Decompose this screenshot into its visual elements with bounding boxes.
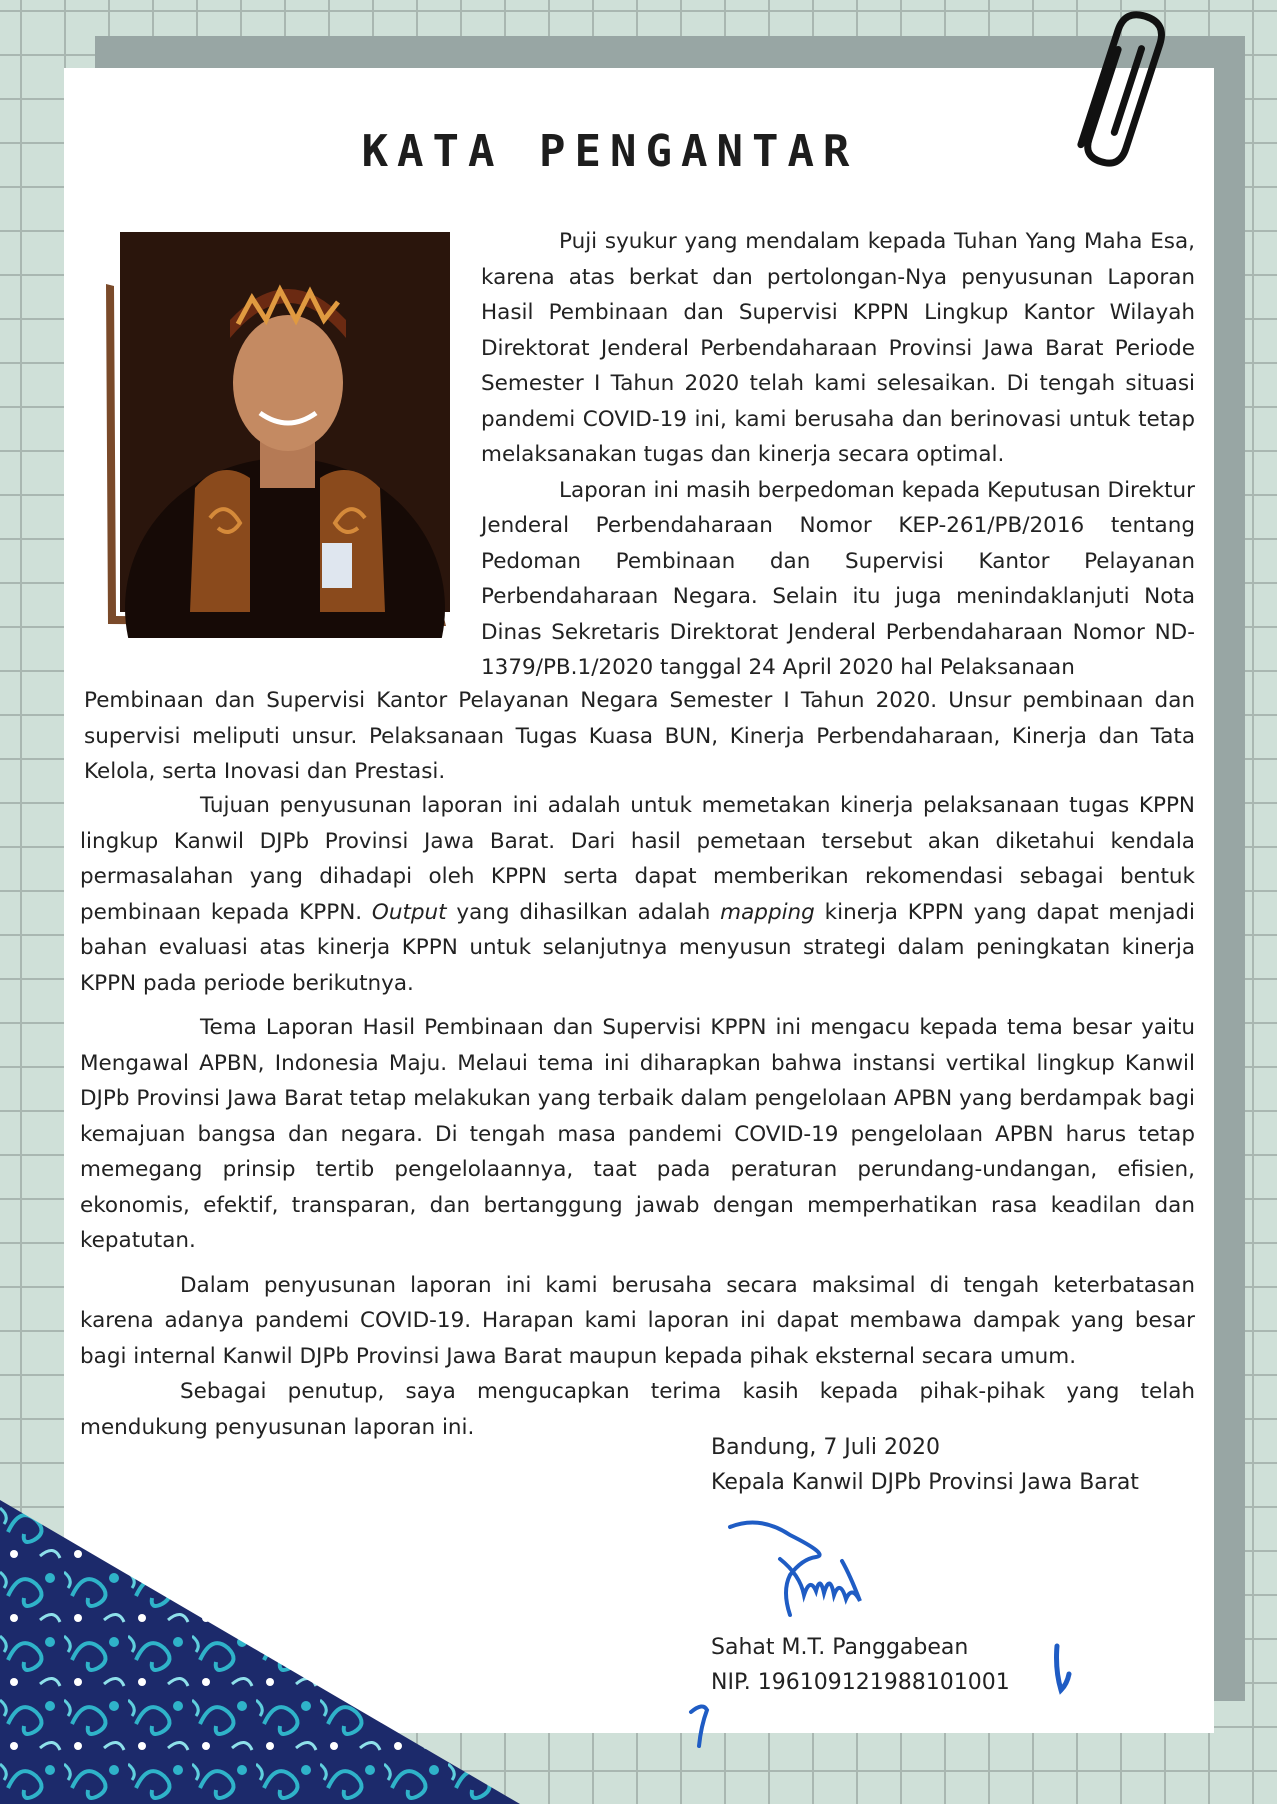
page-title: KATA PENGANTAR (361, 126, 859, 177)
signer-name: Sahat M.T. Panggabean (711, 1635, 969, 1660)
signer-nip: NIP. 196109121988101001 (711, 1670, 1010, 1695)
paragraph-1: Puji syukur yang mendalam kepada Tuhan Yang Maha Esa, karena atas berkat dan pertolongan-Nya penyusunan Laporan Hasil Pembinaan dan Supervisi KPPN Lingkup Kantor Wilayah Direktorat Jenderal Perbendaharaan Provinsi Jawa Barat Periode Semester I Tahun 2020 telah kami selesaikan. Di tengah situasi pandemi COVID-19 ini, kami berusaha dan berinovasi untuk tetap melaksanakan tugas dan kinerja secara optimal. (481, 229, 1195, 467)
paperclip-icon (1060, 4, 1180, 174)
paragraph-4: Tema Laporan Hasil Pembinaan dan Supervisi KPPN ini mengacu kepada tema besar yaitu Mengawal APBN, Indonesia Maju. Melaui tema ini diharapkan bahwa instansi vertikal lingkup Kanwil DJPb Provinsi Jawa Barat tetap melakukan yang terbaik dalam pengelolaan APBN yang berdampak bagi kemajuan bangsa dan negara. Di tengah masa pandemi COVID-19 pengelolaan APBN harus tetap memegang prinsip tertib pengelolaannya, taat pada peraturan perundang-undangan, efisien, ekonomis, efektif, transparan, dan bertanggung jawab dengan memperhatikan rasa keadilan dan kepatutan. (80, 1015, 1195, 1253)
paragraph-2-bottom: Pembinaan dan Supervisi Kantor Pelayanan Negara Semester I Tahun 2020. Unsur pembinaan dan supervisi meliputi unsur. Pelaksanaan Tugas Kuasa BUN, Kinerja Perbendaharaan, Kinerja dan Tata Kelola, serta Inovasi dan Prestasi. (84, 688, 1195, 784)
paragraph-3-c: kinerja KPPN yang dapat menjadi bahan evaluasi atas kinerja KPPN untuk selanjutnya menyusun strategi dalam peningkatan kinerja KPPN pada periode berikutnya. (80, 899, 1195, 996)
signer-block (711, 1630, 1010, 1700)
paragraph-3-a: Tujuan penyusunan laporan ini adalah untuk memetakan kinerja pelaksanaan tugas KPPN lingkup Kanwil DJPb Provinsi Jawa Barat. Dari hasil pemetaan tersebut akan diketahui kendala permasalahan yang dihadapi oleh KPPN serta dapat memberikan rekomendasi sebagai bentuk pembinaan kepada KPPN. (80, 793, 1195, 925)
paragraph-3 (80, 788, 1195, 1001)
output-term: Output (371, 899, 447, 925)
paragraph-6: Sebagai penutup, saya mengucapkan terima kasih kepada pihak-pihak yang telah mendukung penyusunan laporan ini. (80, 1379, 1195, 1440)
signer-position: Kepala Kanwil DJPb Provinsi Jawa Barat (711, 1470, 1139, 1495)
signoff-block (711, 1430, 1139, 1500)
place-date: Bandung, 7 Juli 2020 (711, 1435, 940, 1460)
pen-mark (1045, 1640, 1075, 1700)
author-photo (100, 228, 460, 638)
paragraph-5: Dalam penyusunan laporan ini kami berusaha secara maksimal di tengah keterbatasan karena adanya pandemi COVID-19. Harapan kami laporan ini dapat membawa dampak yang besar bagi internal Kanwil DJPb Provinsi Jawa Barat maupun kepada pihak eksternal secara umum. (80, 1272, 1195, 1369)
pen-mark (685, 1700, 715, 1750)
signature-image (720, 1515, 900, 1625)
paragraph-2-continuation (84, 683, 1195, 790)
paragraph-2-top: Laporan ini masih berpedoman kepada Keputusan Direktur Jenderal Perbendaharaan Nomor KEP-261/PB/2016 tentang Pedoman Pembinaan dan Supervisi Kantor Pelayanan Perbendaharaan Negara. Selain itu juga menindaklanjuti Nota Dinas Sekretaris Direktorat Jenderal Perbendaharaan Nomor ND-1379/PB.1/2020 tanggal 24 April 2020 hal Pelaksanaan (481, 477, 1195, 680)
mapping-term: mapping (720, 899, 815, 925)
body-column (80, 788, 1195, 1445)
batik-corner-decoration (0, 1500, 520, 1804)
paragraph-3-b: yang dihasilkan adalah (456, 899, 711, 925)
intro-column (481, 224, 1195, 686)
